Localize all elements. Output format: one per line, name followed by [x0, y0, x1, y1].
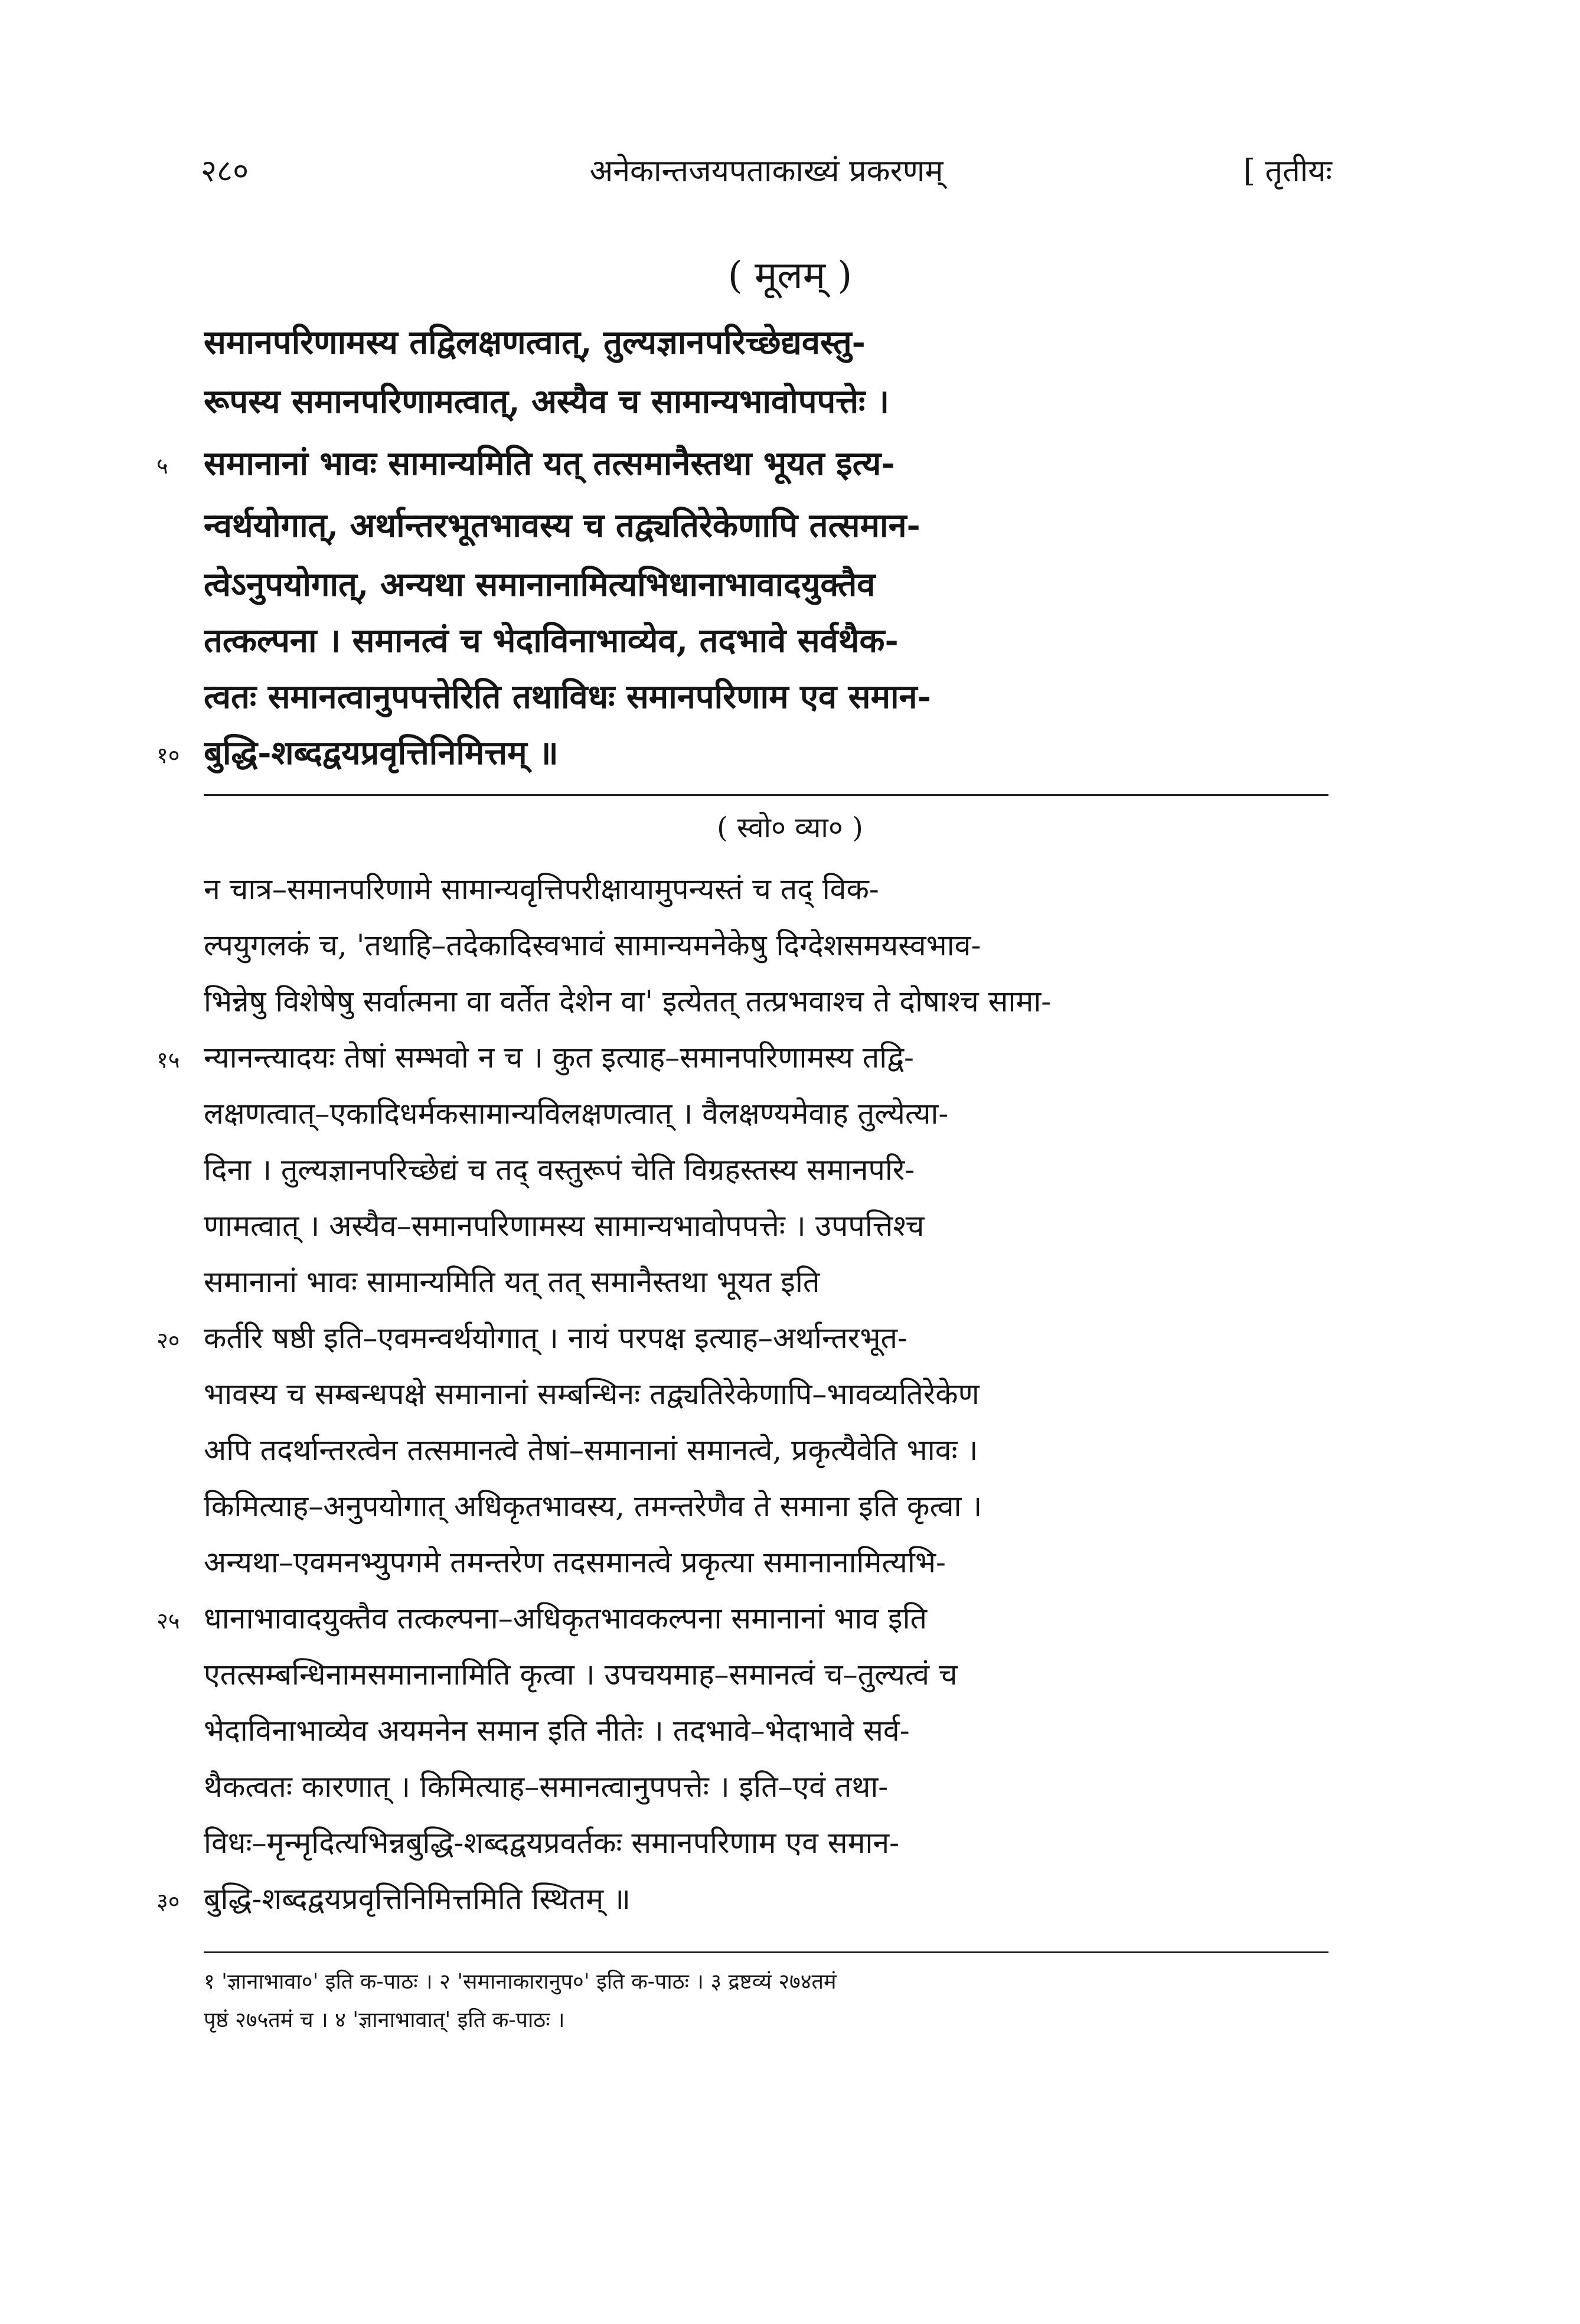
commentary-line: भिन्नेषु विशेषेषु सर्वात्मना वा वर्तेत देशेन वा' इत्येतत् तत्प्रभवाश्च ते दोषाश्च सामा- — [204, 984, 1052, 1019]
mool-line: न्वर्थयोगात्, अर्थान्तरभूतभावस्य च तद्व्यतिरेकेणापि तत्समान- — [204, 506, 920, 545]
mool-line: त्वतः समानत्वानुपपत्तेरिति तथाविधः समानपरिणाम एव समान- — [204, 677, 931, 716]
page-number: २८० — [201, 154, 249, 189]
mool-line: रूपस्य समानपरिणामत्वात्, अस्यैव च सामान्यभावोपपत्तेः । — [204, 382, 890, 421]
commentary-line: अन्यथा–एवमनभ्युपगमे तमन्तरेण तदसमानत्वे प्रकृत्या समानानामित्यभि- — [204, 1545, 946, 1579]
mool-line: त्वेऽनुपयोगात्, अन्यथा समानानामित्यभिधानाभावादयुक्तैव — [204, 565, 876, 604]
commentary-line: कर्तरि षष्ठी इति–एवमन्वर्थयोगात् । नायं परपक्ष इत्याह–अर्थान्तरभूत- — [204, 1321, 907, 1355]
commentary-line: समानानां भावः सामान्यमिति यत् तत् समानैस्तथा भूयत इति — [204, 1265, 820, 1299]
commentary-line: णामत्वात् । अस्यैव–समानपरिणामस्य सामान्यभावोपपत्तेः । उपपत्तिश्च — [204, 1209, 925, 1243]
page-header — [201, 149, 1332, 196]
commentary-line: लक्षणत्वात्–एकादिधर्मकसामान्यविलक्षणत्वात् । वैलक्षण्यमेवाह तुल्येत्या- — [204, 1096, 949, 1131]
mool-line: बुद्धि-शब्दद्वयप्रवृत्तिनिमित्तम् ॥ — [204, 733, 559, 772]
footnote-divider — [204, 1951, 1328, 1953]
line-number: २५ — [156, 1608, 180, 1634]
commentary-line: थैकत्वतः कारणात् । किमित्याह–समानत्वानुपपत्तेः । इति–एवं तथा- — [204, 1770, 889, 1804]
commentary-line: बुद्धि-शब्दद्वयप्रवृत्तिनिमित्तमिति स्थितम् ॥ — [204, 1882, 631, 1916]
mool-heading: ( मूलम् ) — [727, 254, 853, 298]
running-title: अनेकान्तजयपताकाख्यं प्रकरणम् — [589, 154, 944, 189]
commentary-line: न्यानन्त्यादयः तेषां सम्भवो न च । कुत इत्याह–समानपरिणामस्य तद्वि- — [204, 1040, 914, 1075]
footnote-line: पृष्ठं २७५तमं च । ४ 'ज्ञानाभावात्' इति क-पाठः । — [204, 2008, 565, 2032]
commentary-line: भावस्य च सम्बन्धपक्षे समानानां सम्बन्धिनः तद्व्यतिरेकेणापि–भावव्यतिरेकेण — [204, 1377, 980, 1411]
commentary-line: अपि तदर्थान्तरत्वेन तत्समानत्वे तेषां–समानानां समानत्वे, प्रकृत्यैवेति भावः । — [204, 1433, 978, 1467]
line-number: १० — [156, 742, 180, 768]
commentary-line: दिना । तुल्यज्ञानपरिच्छेद्यं च तद् वस्तुरूपं चेति विग्रहस्तस्य समानपरि- — [204, 1153, 915, 1187]
section-divider — [204, 794, 1328, 796]
commentary-line: न चात्र–समानपरिणामे सामान्यवृत्तिपरीक्षायामुपन्यस्तं च तद् विक- — [204, 872, 879, 906]
line-number: २० — [156, 1327, 180, 1353]
commentary-line: भेदाविनाभाव्येव अयमनेन समान इति नीतेः । तदभावे–भेदाभावे सर्व- — [204, 1713, 910, 1748]
mool-line: समानपरिणामस्य तद्विलक्षणत्वात्, तुल्यज्ञानपरिच्छेद्यवस्तु- — [204, 323, 866, 362]
line-number: ५ — [156, 453, 168, 479]
line-number: १५ — [156, 1047, 180, 1073]
line-number: ३० — [156, 1888, 180, 1914]
commentary-line: एतत्सम्बन्धिनामसमानानामिति कृत्वा । उपचयमाह–समानत्वं च–तुल्यत्वं च — [204, 1657, 958, 1692]
chapter-label: [ तृतीयः — [1243, 154, 1332, 189]
mool-line: समानानां भावः सामान्यमिति यत् तत्समानैस्तथा भूयत इत्य- — [204, 444, 895, 483]
commentary-heading: ( स्वो० व्या० ) — [717, 811, 863, 844]
commentary-line: किमित्याह–अनुपयोगात् अधिकृतभावस्य, तमन्तरेणैव ते समाना इति कृत्वा । — [204, 1489, 982, 1523]
commentary-line: विधः–मृन्मृदित्यभिन्नबुद्धि-शब्दद्वयप्रवर्तकः समानपरिणाम एव समान- — [204, 1826, 900, 1860]
mool-line: तत्कल्पना । समानत्वं च भेदाविनाभाव्येव, तदभावे सर्वथैक- — [204, 621, 899, 660]
commentary-line: ल्पयुगलकं च, 'तथाहि–तदेकादिस्वभावं सामान्यमनेकेषु दिग्देशसमयस्वभाव- — [204, 928, 981, 962]
footnote-line: १ 'ज्ञानाभावा०' इति क-पाठः । २ 'समानाकारानुप०' इति क-पाठः । ३ द्रष्टव्यं २७४तमं — [204, 1970, 837, 1994]
commentary-line: धानाभावादयुक्तैव तत्कल्पना–अधिकृतभावकल्पना समानानां भाव इति — [204, 1601, 928, 1636]
